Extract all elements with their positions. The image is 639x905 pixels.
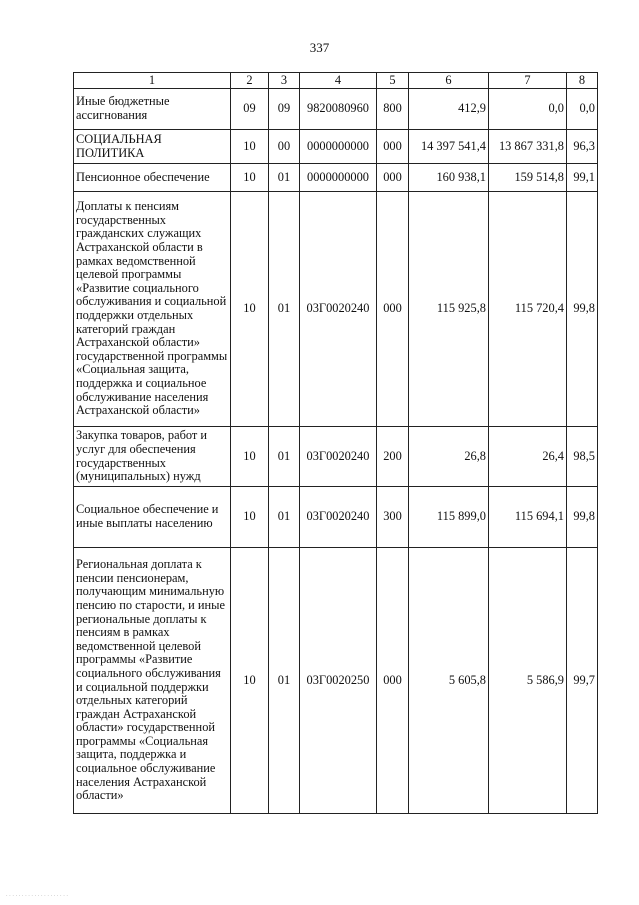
row-percent: 99,7	[567, 548, 598, 814]
row-vr: 000	[377, 548, 409, 814]
row-vr: 200	[377, 427, 409, 487]
row-fact: 115 720,4	[489, 192, 567, 427]
table-row	[74, 130, 598, 164]
row-rz: 09	[231, 89, 269, 130]
row-rz: 10	[231, 548, 269, 814]
row-name: Региональная доплата к пенсии пенсионерам, получающим минимальную пенсию по старости, и иные региональные доплаты к пенсиям в рамках ведомственной целевой программы «Развитие социального обслуживания и социальной поддержки отдельных категорий граждан Астраханской области» государственной программы «Социальная защита, поддержка и социальное обслуживание населения Астраханской области»	[74, 548, 231, 814]
row-plan: 412,9	[409, 89, 489, 130]
column-header-6: 6	[409, 73, 489, 89]
row-plan: 115 899,0	[409, 487, 489, 548]
row-plan: 115 925,8	[409, 192, 489, 427]
row-rz: 10	[231, 427, 269, 487]
column-header-2: 2	[231, 73, 269, 89]
table-row	[74, 487, 598, 548]
row-rz: 10	[231, 487, 269, 548]
row-pr: 01	[269, 548, 300, 814]
row-plan: 5 605,8	[409, 548, 489, 814]
row-plan: 26,8	[409, 427, 489, 487]
row-csr: 03Г0020240	[300, 192, 377, 427]
table-row	[74, 164, 598, 192]
row-fact: 13 867 331,8	[489, 130, 567, 164]
row-fact: 0,0	[489, 89, 567, 130]
row-csr: 0000000000	[300, 130, 377, 164]
row-name: Доплаты к пенсиям государственных гражданских служащих Астраханской области в рамках ведомственной целевой программы «Развитие социального обслуживания и социальной поддержки отдельных категорий граждан Астраханской области» государственной программы «Социальная защита, поддержка и социальное обслуживание населения Астраханской области»	[74, 192, 231, 427]
row-csr: 0000000000	[300, 164, 377, 192]
row-pr: 00	[269, 130, 300, 164]
row-name: Пенсионное обеспечение	[74, 164, 231, 192]
column-header-3: 3	[269, 73, 300, 89]
row-pr: 01	[269, 427, 300, 487]
row-name: Социальное обеспечение и иные выплаты населению	[74, 487, 231, 548]
row-percent: 96,3	[567, 130, 598, 164]
table-row	[74, 427, 598, 487]
column-header-8: 8	[567, 73, 598, 89]
budget-table	[73, 72, 598, 814]
row-plan: 160 938,1	[409, 164, 489, 192]
row-percent: 99,1	[567, 164, 598, 192]
scan-footer-mark: · · · · · · · · · · · · · · · · · · · ·	[6, 893, 68, 899]
row-pr: 09	[269, 89, 300, 130]
row-pr: 01	[269, 164, 300, 192]
column-header-4: 4	[300, 73, 377, 89]
row-pr: 01	[269, 487, 300, 548]
row-rz: 10	[231, 192, 269, 427]
table-row	[74, 548, 598, 814]
table-header-row	[74, 73, 598, 89]
row-name: Иные бюджетные ассигнования	[74, 89, 231, 130]
table-row	[74, 89, 598, 130]
row-csr: 03Г0020240	[300, 487, 377, 548]
row-fact: 26,4	[489, 427, 567, 487]
row-name: СОЦИАЛЬНАЯ ПОЛИТИКА	[74, 130, 231, 164]
row-percent: 99,8	[567, 487, 598, 548]
row-fact: 5 586,9	[489, 548, 567, 814]
row-vr: 000	[377, 164, 409, 192]
row-vr: 000	[377, 130, 409, 164]
row-rz: 10	[231, 164, 269, 192]
row-fact: 159 514,8	[489, 164, 567, 192]
row-csr: 9820080960	[300, 89, 377, 130]
page-number: 337	[309, 40, 330, 55]
column-header-7: 7	[489, 73, 567, 89]
row-vr: 800	[377, 89, 409, 130]
row-csr: 03Г0020240	[300, 427, 377, 487]
row-vr: 300	[377, 487, 409, 548]
row-vr: 000	[377, 192, 409, 427]
row-name: Закупка товаров, работ и услуг для обеспечения государственных (муниципальных) нужд	[74, 427, 231, 487]
row-plan: 14 397 541,4	[409, 130, 489, 164]
row-percent: 0,0	[567, 89, 598, 130]
table-row	[74, 192, 598, 427]
column-header-5: 5	[377, 73, 409, 89]
row-pr: 01	[269, 192, 300, 427]
row-rz: 10	[231, 130, 269, 164]
row-csr: 03Г0020250	[300, 548, 377, 814]
row-percent: 99,8	[567, 192, 598, 427]
row-fact: 115 694,1	[489, 487, 567, 548]
row-percent: 98,5	[567, 427, 598, 487]
column-header-1: 1	[74, 73, 231, 89]
